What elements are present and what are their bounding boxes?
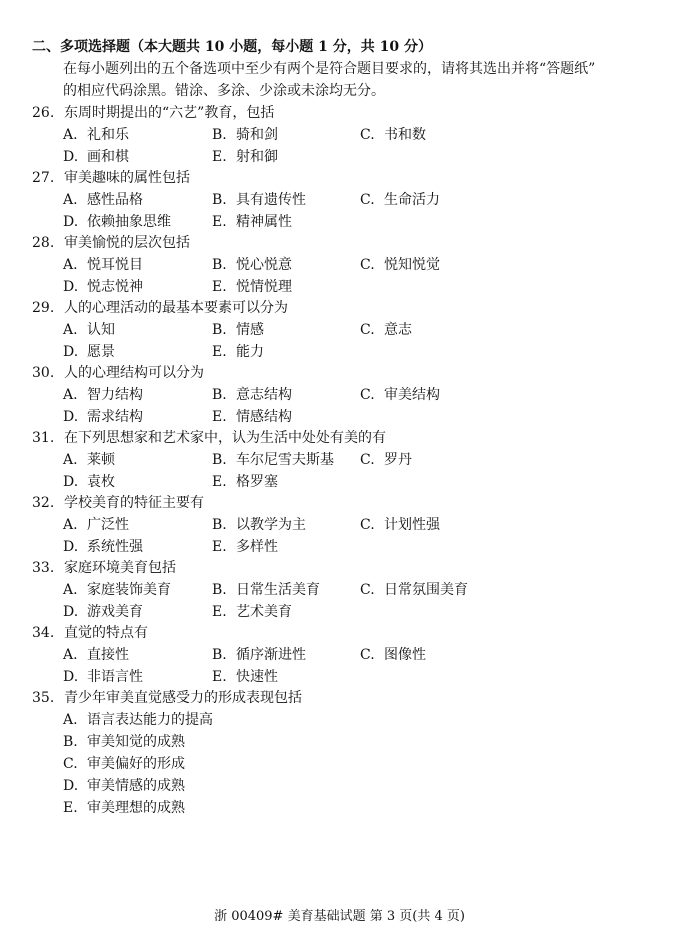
option-30e[interactable]: E. 情感结构 <box>212 409 292 425</box>
option-27a[interactable]: A. 感性品格 <box>63 192 143 208</box>
option-31e[interactable]: E. 格罗塞 <box>212 474 278 490</box>
question-stem: 东周时期提出的“六艺”教育，包括 <box>64 105 275 121</box>
option-32e[interactable]: E. 多样性 <box>212 539 278 555</box>
option-35e[interactable]: E. 审美理想的成熟 <box>63 800 185 816</box>
question-34 <box>32 622 148 642</box>
question-number: 30. <box>32 365 55 381</box>
option-31b[interactable]: B. 车尔尼雪夫斯基 <box>212 452 334 468</box>
question-33 <box>32 557 176 577</box>
option-28c[interactable]: C. 悦知悦觉 <box>360 257 440 273</box>
option-28e[interactable]: E. 悦情悦理 <box>212 279 292 295</box>
option-31a[interactable]: A. 莱顿 <box>63 452 115 468</box>
option-29e[interactable]: E. 能力 <box>212 344 264 360</box>
option-26d[interactable]: D. 画和棋 <box>63 149 129 165</box>
option-32c[interactable]: C. 计划性强 <box>360 517 440 533</box>
option-28d[interactable]: D. 悦志悦神 <box>63 279 143 295</box>
instruction-line-1: 在每小题列出的五个备选项中至少有两个是符合题目要求的，请将其选出并将“答题纸” <box>63 61 596 77</box>
option-33c[interactable]: C. 日常氛围美育 <box>360 582 468 598</box>
option-35c[interactable]: C. 审美偏好的形成 <box>63 756 185 772</box>
question-stem: 家庭环境美育包括 <box>64 560 176 576</box>
question-number: 35. <box>32 690 55 706</box>
option-29c[interactable]: C. 意志 <box>360 322 412 338</box>
question-number: 29. <box>32 300 55 316</box>
option-32d[interactable]: D. 系统性强 <box>63 539 143 555</box>
question-stem: 人的心理活动的最基本要素可以分为 <box>64 300 288 316</box>
option-34e[interactable]: E. 快速性 <box>212 669 278 685</box>
option-27d[interactable]: D. 依赖抽象思维 <box>63 214 171 230</box>
option-31c[interactable]: C. 罗丹 <box>360 452 412 468</box>
option-29d[interactable]: D. 愿景 <box>63 344 115 360</box>
option-30d[interactable]: D. 需求结构 <box>63 409 143 425</box>
question-stem: 审美愉悦的层次包括 <box>64 235 190 251</box>
option-28a[interactable]: A. 悦耳悦目 <box>63 257 143 273</box>
option-30c[interactable]: C. 审美结构 <box>360 387 440 403</box>
question-number: 31. <box>32 430 55 446</box>
question-number: 26. <box>32 105 55 121</box>
question-stem: 审美趣味的属性包括 <box>64 170 190 186</box>
option-35a[interactable]: A. 语言表达能力的提高 <box>63 712 213 728</box>
option-33e[interactable]: E. 艺术美育 <box>212 604 292 620</box>
option-34a[interactable]: A. 直接性 <box>63 647 129 663</box>
option-33a[interactable]: A. 家庭装饰美育 <box>63 582 171 598</box>
instruction-line-2: 的相应代码涂黑。错涂、多涂、少涂或未涂均无分。 <box>63 83 385 99</box>
option-32b[interactable]: B. 以教学为主 <box>212 517 306 533</box>
question-30 <box>32 362 204 382</box>
option-33d[interactable]: D. 游戏美育 <box>63 604 143 620</box>
option-27c[interactable]: C. 生命活力 <box>360 192 440 208</box>
option-30b[interactable]: B. 意志结构 <box>212 387 292 403</box>
option-30a[interactable]: A. 智力结构 <box>63 387 143 403</box>
question-number: 34. <box>32 625 55 641</box>
option-27e[interactable]: E. 精神属性 <box>212 214 292 230</box>
question-number: 27. <box>32 170 55 186</box>
option-29b[interactable]: B. 情感 <box>212 322 264 338</box>
question-stem: 青少年审美直觉感受力的形成表现包括 <box>64 690 302 706</box>
question-27 <box>32 167 190 187</box>
question-35 <box>32 687 302 707</box>
question-number: 33. <box>32 560 55 576</box>
option-34c[interactable]: C. 图像性 <box>360 647 426 663</box>
question-stem: 人的心理结构可以分为 <box>64 365 204 381</box>
question-stem: 直觉的特点有 <box>64 625 148 641</box>
question-28 <box>32 232 190 252</box>
option-27b[interactable]: B. 具有遗传性 <box>212 192 306 208</box>
page-footer: 浙 00409# 美育基础试题 第 3 页(共 4 页) <box>214 909 465 924</box>
option-26b[interactable]: B. 骑和剑 <box>212 127 278 143</box>
option-35d[interactable]: D. 审美情感的成熟 <box>63 778 185 794</box>
question-29 <box>32 297 288 317</box>
option-35b[interactable]: B. 审美知觉的成熟 <box>63 734 185 750</box>
option-29a[interactable]: A. 认知 <box>63 322 115 338</box>
option-26c[interactable]: C. 书和数 <box>360 127 426 143</box>
question-26 <box>32 102 274 122</box>
option-28b[interactable]: B. 悦心悦意 <box>212 257 292 273</box>
option-26a[interactable]: A. 礼和乐 <box>63 127 129 143</box>
question-number: 28. <box>32 235 55 251</box>
question-number: 32. <box>32 495 55 511</box>
option-33b[interactable]: B. 日常生活美育 <box>212 582 320 598</box>
option-26e[interactable]: E. 射和御 <box>212 149 278 165</box>
question-stem: 学校美育的特征主要有 <box>64 495 204 511</box>
option-34b[interactable]: B. 循序渐进性 <box>212 647 306 663</box>
question-32 <box>32 492 204 512</box>
question-31 <box>32 427 386 447</box>
option-31d[interactable]: D. 袁枚 <box>63 474 115 490</box>
option-34d[interactable]: D. 非语言性 <box>63 669 143 685</box>
section-title: 二、多项选择题（本大题共 10 小题，每小题 1 分，共 10 分） <box>32 39 432 55</box>
question-stem: 在下列思想家和艺术家中，认为生活中处处有美的有 <box>64 430 386 446</box>
option-32a[interactable]: A. 广泛性 <box>63 517 129 533</box>
